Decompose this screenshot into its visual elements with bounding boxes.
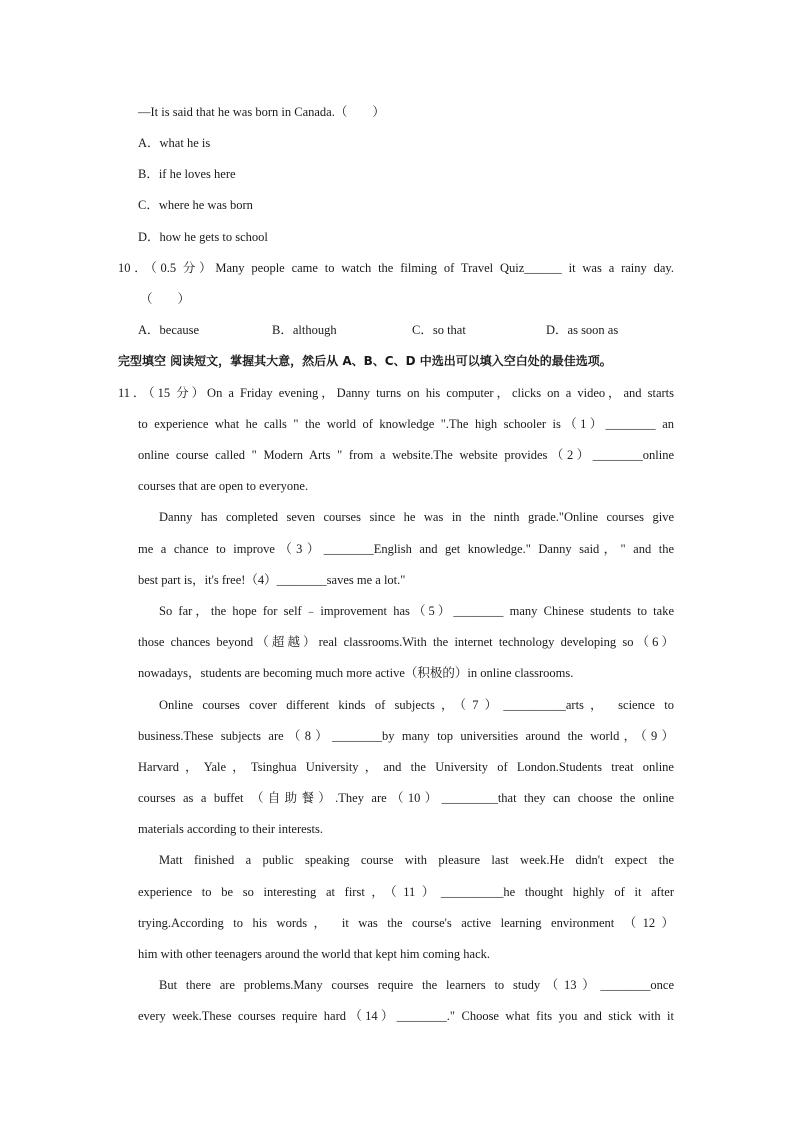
passage-line: to experience what he calls " the world of knowledge ".The high schooler is（1）________ an	[138, 417, 674, 431]
passage-line: Online courses cover different kinds of subjects，（7）__________arts， science to	[159, 698, 674, 712]
q9-option-b[interactable]: B．if he loves here	[138, 167, 236, 181]
passage-line: best part is，it's free!（4）________saves me a lot."	[138, 573, 406, 587]
q9-stem: —It is said that he was born in Canada.（ ）	[138, 105, 385, 119]
q10-answer-bracket: （ ）	[140, 292, 191, 306]
passage-line: Danny has completed seven courses since he was in the ninth grade."Online courses give	[159, 510, 674, 524]
section-heading: 完型填空 阅读短文，掌握其大意，然后从 A、B、C、D 中选出可以填入空白处的最佳选项。	[118, 354, 612, 368]
passage-line: experience to be so interesting at first，（11）__________he thought highly of it after	[138, 885, 674, 899]
passage-line: materials according to their interests.	[138, 822, 324, 836]
passage-line: every week.These courses require hard（14）________." Choose what fits you and stick with it	[138, 1009, 674, 1023]
q9-option-c[interactable]: C．where he was born	[138, 198, 253, 212]
passage-line: business.These subjects are（8）________by many top universities around the world，（9）	[138, 729, 674, 743]
passage-line: But there are problems.Many courses require the learners to study（13）________once	[159, 978, 674, 992]
passage-line: those chances beyond（超越）real classrooms.With the internet technology developing so（6）	[138, 635, 674, 649]
q10-option-a[interactable]: A．because	[138, 323, 200, 337]
passage-line: trying.According to his words， it was the course's active learning environment （12）	[138, 916, 674, 930]
q10-option-c[interactable]: C．so that	[412, 323, 466, 337]
passage-line: 11．（15 分）On a Friday evening，Danny turns on his computer，clicks on a video，and starts	[118, 386, 674, 400]
q10-option-d[interactable]: D．as soon as	[546, 323, 619, 337]
q10-stem: 10．（0.5 分）Many people came to watch the filming of Travel Quiz______ it was a rainy day.	[118, 261, 674, 275]
passage-line: online course called " Modern Arts " from a website.The website provides（2）________online	[138, 448, 674, 462]
passage-line: him with other teenagers around the world that kept him coming hack.	[138, 947, 490, 961]
passage-line: Matt finished a public speaking course with pleasure last week.He didn't expect the	[159, 853, 674, 867]
q9-option-d[interactable]: D．how he gets to school	[138, 230, 268, 244]
q10-option-b[interactable]: B．although	[272, 323, 337, 337]
passage-line: So far，the hope for self﹣improvement has（5）________ many Chinese students to take	[159, 604, 674, 618]
passage-line: courses that are open to everyone.	[138, 479, 309, 493]
passage-line: me a chance to improve（3）________English and get knowledge." Danny said，" and the	[138, 542, 674, 556]
passage-line: courses as a buffet （自助餐）.They are（10）_________that they can choose the online	[138, 791, 674, 805]
passage-line: Harvard，Yale，Tsinghua University，and the University of London.Students treat online	[138, 760, 674, 774]
passage-line: nowadays，students are becoming much more active（积极的）in online classrooms.	[138, 666, 574, 680]
q9-option-a[interactable]: A．what he is	[138, 136, 211, 150]
